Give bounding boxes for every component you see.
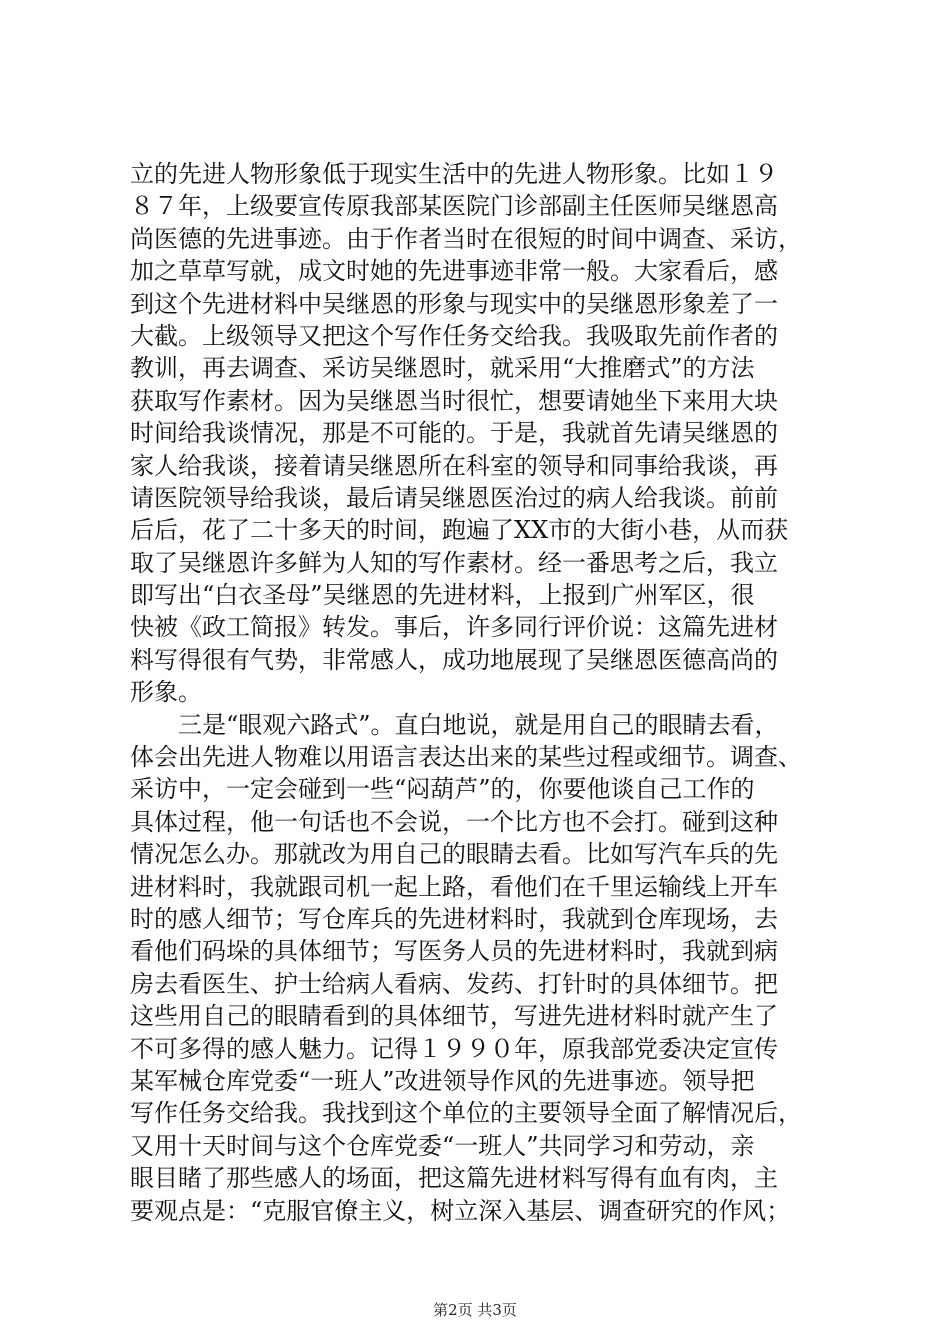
text-line: 获取写作素材。因为吴继恩当时很忙，想要请她坐下来用大块 xyxy=(130,386,778,415)
text-line: 大截。上级领导又把这个写作任务交给我。我吸取先前作者的 xyxy=(130,321,778,350)
text-line: 又用十天时间与这个仓库党委“一班人”共同学习和劳动，亲 xyxy=(130,1131,755,1160)
text-line: 房去看医生、护士给病人看病、发药、打针时的具体细节。把 xyxy=(130,969,778,998)
text-line: 请医院领导给我谈，最后请吴继恩医治过的病人给我谈。前前 xyxy=(130,483,778,512)
text-line: 眼目睹了那些感人的场面，把这篇先进材料写得有血有肉，主 xyxy=(130,1164,778,1193)
document-body xyxy=(130,158,820,1227)
text-line: 不可多得的感人魅力。记得１９９０年，原我部党委决定宣传 xyxy=(130,1034,778,1063)
text-line: 立的先进人物形象低于现实生活中的先进人物形象。比如１９ xyxy=(130,160,778,188)
text-line: 时间给我谈情况，那是不可能的。于是，我就首先请吴继恩的 xyxy=(130,419,778,448)
text-line: 进材料时，我就跟司机一起上路，看他们在千里运输线上开车 xyxy=(130,872,778,901)
text-line: 体会出先进人物难以用语言表达出来的某些过程或细节。调查、 xyxy=(130,743,802,772)
text-line: 即写出“白衣圣母”吴继恩的先进材料，上报到广州军区，很 xyxy=(130,581,755,610)
text-line: 三是“眼观六路式”。直白地说，就是用自己的眼睛去看， xyxy=(130,710,779,739)
text-line: 快被《政工简报》转发。事后，许多同行评价说：这篇先进材 xyxy=(130,613,778,642)
text-line: 具体过程，他一句话也不会说，一个比方也不会打。碰到这种 xyxy=(130,807,778,836)
text-line: 采访中，一定会碰到一些“闷葫芦”的，你要他谈自己工作的 xyxy=(130,775,755,804)
text-line: 取了吴继恩许多鲜为人知的写作素材。经一番思考之后，我立 xyxy=(130,548,778,577)
text-line: 看他们码垛的具体细节；写医务人员的先进材料时，我就到病 xyxy=(130,937,778,966)
text-line: 情况怎么办。那就改为用自己的眼睛去看。比如写汽车兵的先 xyxy=(130,840,778,869)
text-line: 这些用自己的眼睛看到的具体细节，写进先进材料时就产生了 xyxy=(130,1002,778,1031)
text-line: 时的感人细节；写仓库兵的先进材料时，我就到仓库现场，去 xyxy=(130,904,778,933)
text-line: 形象。 xyxy=(130,678,202,707)
text-line: 后后，花了二十多天的时间，跑遍了XX市的大街小巷，从而获 xyxy=(130,516,789,545)
text-line: 教训，再去调查、采访吴继恩时，就采用“大推磨式”的方法 xyxy=(130,354,755,383)
text-line: 尚医德的先进事迹。由于作者当时在很短的时间中调查、采访， xyxy=(130,224,802,253)
text-line: 家人给我谈，接着请吴继恩所在科室的领导和同事给我谈，再 xyxy=(130,451,778,480)
text-line: ８７年，上级要宣传原我部某医院门诊部副主任医师吴继恩高 xyxy=(130,192,778,221)
text-line: 加之草草写就，成文时她的先进事迹非常一般。大家看后，感 xyxy=(130,257,778,286)
text-line: 到这个先进材料中吴继恩的形象与现实中的吴继恩形象差了一 xyxy=(130,289,778,318)
text-line: 要观点是：“克服官僚主义，树立深入基层、调查研究的作风； xyxy=(130,1196,791,1225)
text-line: 某军械仓库党委“一班人”改进领导作风的先进事迹。领导把 xyxy=(130,1066,755,1095)
text-line: 写作任务交给我。我找到这个单位的主要领导全面了解情况后， xyxy=(130,1099,802,1128)
text-line: 料写得很有气势，非常感人，成功地展现了吴继恩医德高尚的 xyxy=(130,645,778,674)
page-number-footer: 第2页 共3页 xyxy=(433,1301,517,1319)
